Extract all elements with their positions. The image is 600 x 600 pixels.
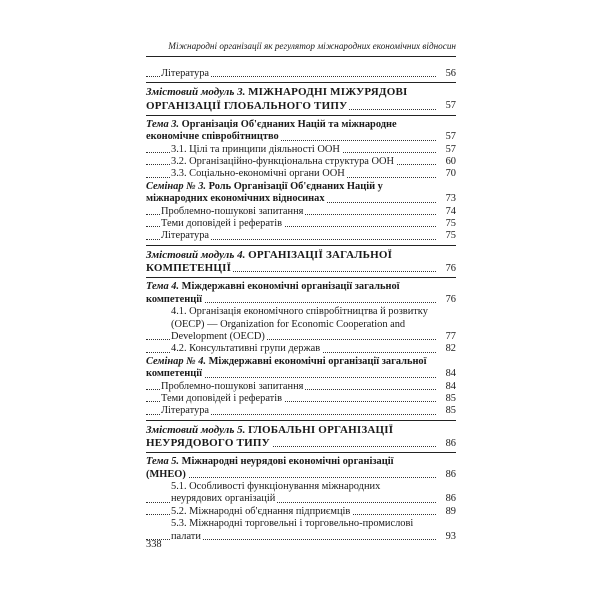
theme-label: Тема 5.: [146, 456, 180, 468]
table-of-contents: [146, 68, 456, 543]
toc-entry-text: Теми доповідей і рефератів: [161, 392, 283, 404]
toc-entry[interactable]: [146, 393, 456, 405]
toc-seminar-3[interactable]: [146, 181, 456, 206]
module-title: МІЖНАРОДНІ МІЖУРЯДОВІ ОРГАНІЗАЦІЇ ГЛОБАЛЬНОГО ТИПУ: [146, 86, 408, 112]
seminar-title: Роль Організації Об'єднаних Націй у міжнародних економічних відносинах: [146, 180, 383, 205]
section-divider: [146, 277, 456, 278]
toc-page-number: 75: [445, 218, 456, 230]
toc-entry-text: Література: [161, 405, 210, 417]
toc-page-number: 70: [445, 168, 456, 180]
toc-entry[interactable]: [146, 230, 456, 242]
toc-entry-text: 3.2. Організаційно-функціональна структура ООН: [171, 156, 394, 168]
toc-page-number: 57: [445, 143, 456, 155]
toc-entry[interactable]: [146, 518, 456, 543]
module-title: ГЛОБАЛЬНІ ОРГАНІЗАЦІЇ НЕУРЯДОВОГО ТИПУ: [146, 423, 394, 449]
toc-theme-5[interactable]: [146, 456, 456, 481]
toc-page-number: 86: [445, 468, 456, 480]
toc-seminar-4[interactable]: [146, 356, 456, 381]
toc-module-5[interactable]: [146, 424, 456, 450]
section-divider: [146, 420, 456, 421]
toc-entry-text: 3.1. Цілі та принципи діяльності ООН: [171, 143, 340, 155]
toc-page-number: 89: [445, 505, 456, 517]
section-divider: [146, 115, 456, 116]
page-number: 338: [146, 539, 162, 550]
theme-title: Організація Об'єднаних Націй та міжнародне економічне співробітництво: [146, 118, 397, 143]
toc-page-number: 57: [445, 100, 456, 112]
toc-entry-text: 5.3. Міжнародні торговельні і торговельно-промислові палати: [171, 518, 414, 542]
toc-entry-text: 4.1. Організація економічного співробітництва й розвитку (OECP) — Organization for Economic Cooperation and Development (OECD): [171, 306, 428, 342]
seminar-label: Семінар № 3.: [146, 180, 207, 192]
toc-entry[interactable]: [146, 206, 456, 218]
toc-entry-text: Теми доповідей і рефератів: [161, 218, 283, 230]
toc-entry[interactable]: [146, 68, 456, 80]
toc-page-number: 93: [445, 530, 456, 542]
toc-page-number: 85: [445, 392, 456, 404]
toc-page-number: 86: [445, 437, 456, 449]
toc-entry-text: Література: [161, 230, 210, 242]
toc-page-number: 75: [445, 230, 456, 242]
section-divider: [146, 452, 456, 453]
toc-page-number: 82: [445, 343, 456, 355]
toc-entry-text: Проблемно-пошукові запитання: [161, 205, 304, 217]
toc-page-number: 76: [445, 262, 456, 274]
toc-page-number: 85: [445, 405, 456, 417]
module-title: ОРГАНІЗАЦІЇ ЗАГАЛЬНОЇ КОМПЕТЕНЦІЇ: [146, 248, 393, 275]
toc-module-4[interactable]: [146, 249, 456, 275]
toc-page-number: 74: [445, 205, 456, 217]
toc-entry-text: 5.1. Особливості функціонування міжнародних неурядових організацій: [171, 480, 381, 505]
seminar-label: Семінар № 4.: [146, 355, 207, 367]
toc-entry[interactable]: [146, 306, 456, 343]
toc-entry[interactable]: [146, 506, 456, 518]
toc-theme-3[interactable]: [146, 119, 456, 144]
toc-page-number: 57: [445, 131, 456, 143]
toc-module-3[interactable]: [146, 86, 456, 112]
toc-entry-text: 3.3. Соціально-економічні органи ООН: [171, 168, 345, 180]
toc-page-number: 84: [445, 368, 456, 380]
toc-theme-4[interactable]: [146, 281, 456, 306]
toc-entry[interactable]: [146, 481, 456, 506]
theme-label: Тема 4.: [146, 281, 180, 293]
toc-entry-text: Проблемно-пошукові запитання: [161, 380, 304, 392]
theme-title: Міждержавні економічні організації загальної компетенції: [146, 281, 400, 305]
toc-page-number: 73: [445, 193, 456, 205]
theme-title: Міжнародні неурядові економічні організації (МНЕО): [146, 456, 394, 480]
toc-entry[interactable]: [146, 156, 456, 168]
toc-page-number: 76: [445, 293, 456, 305]
toc-entry[interactable]: [146, 144, 456, 156]
module-label: Змістовий модуль 3.: [146, 86, 246, 99]
toc-page-number: 86: [445, 493, 456, 505]
running-header: Міжнародні організації як регулятор міжнародних економічних відносин: [146, 41, 456, 57]
toc-page-number: 84: [445, 380, 456, 392]
section-divider: [146, 82, 456, 83]
toc-entry[interactable]: [146, 343, 456, 355]
toc-page-number: 77: [445, 330, 456, 342]
toc-entry-text: Література: [161, 68, 210, 79]
toc-entry[interactable]: [146, 381, 456, 393]
toc-entry[interactable]: [146, 168, 456, 180]
theme-label: Тема 3.: [146, 118, 180, 130]
toc-page-number: 60: [445, 156, 456, 168]
toc-entry-text: 5.2. Міжнародні об'єднання підприємців: [171, 505, 351, 517]
toc-entry[interactable]: [146, 218, 456, 230]
toc-entry-text: 4.2. Консультативні групи держав: [171, 343, 321, 355]
toc-entry[interactable]: [146, 405, 456, 417]
section-divider: [146, 245, 456, 246]
module-label: Змістовий модуль 5.: [146, 423, 246, 436]
toc-page-number: 56: [445, 68, 456, 79]
seminar-title: Міждержавні економічні організації загальної компетенції: [146, 355, 427, 380]
module-label: Змістовий модуль 4.: [146, 248, 246, 261]
